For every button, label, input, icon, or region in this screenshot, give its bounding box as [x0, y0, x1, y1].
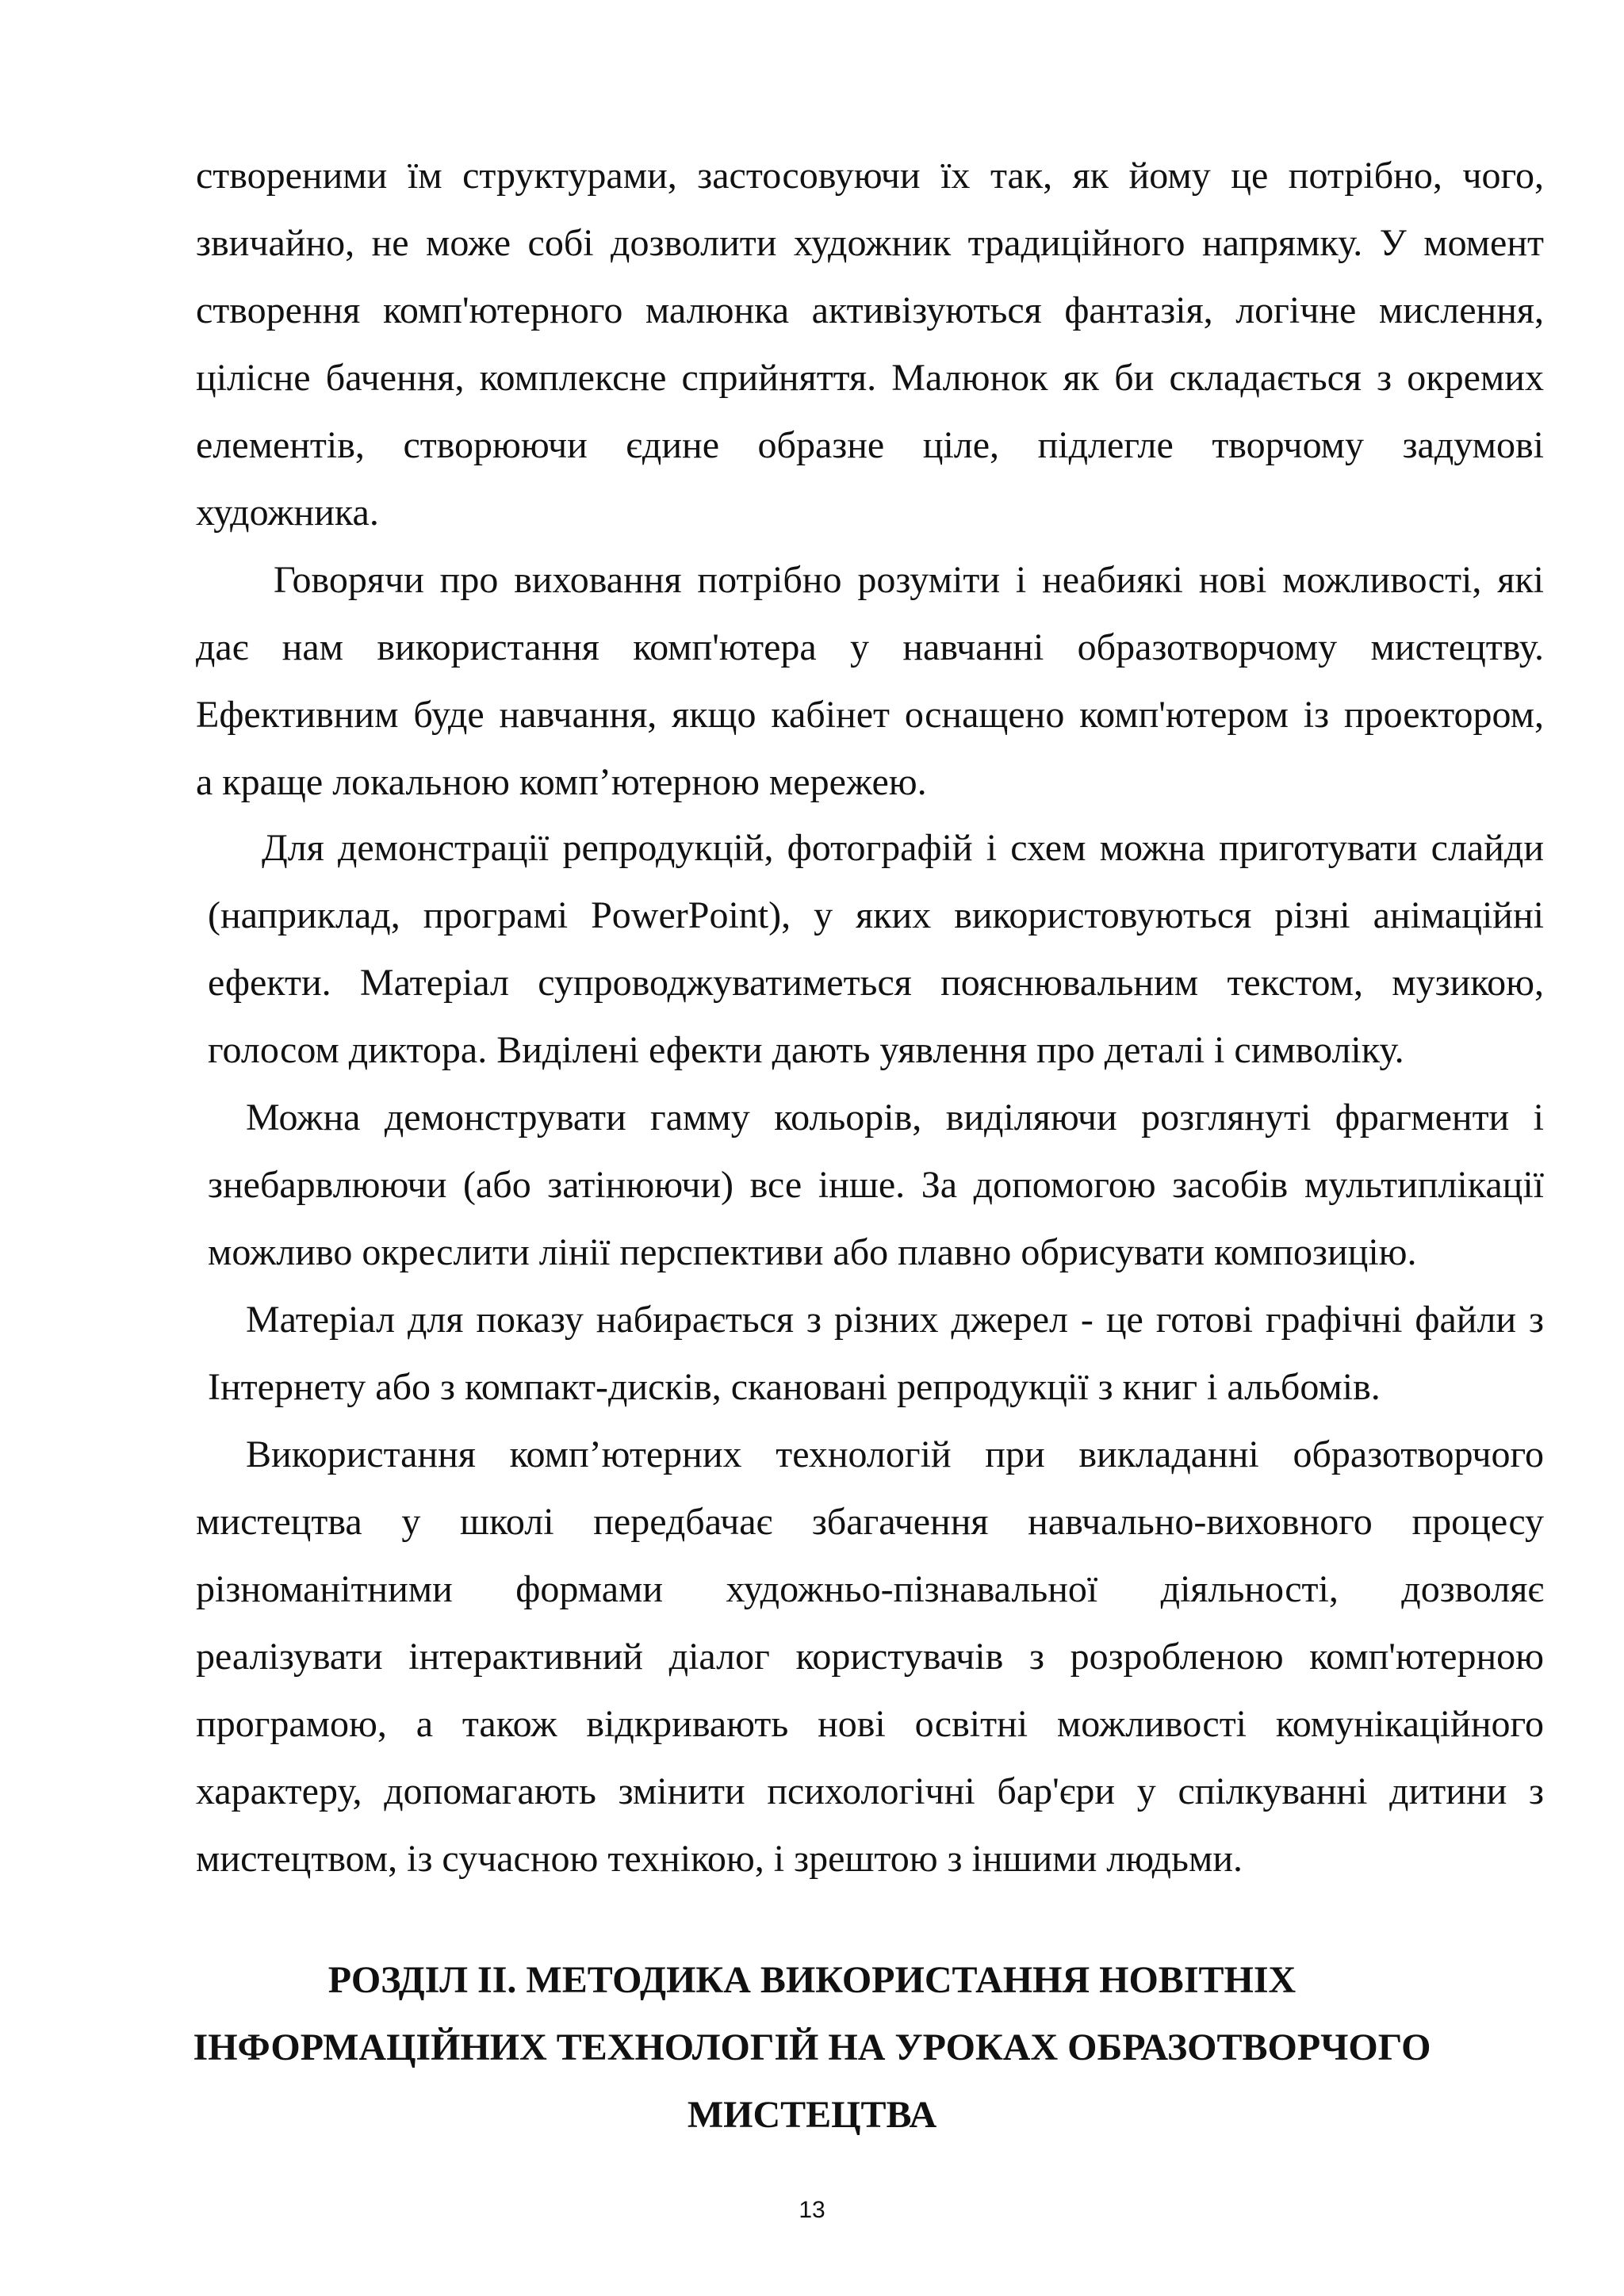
- paragraph-2-line-4: а краще локальною комп’ютерною мережею.: [196, 761, 927, 803]
- paragraph-6-line-7: мистецтвом, із сучасною технікою, і зрештою з іншими людьми.: [196, 1838, 1243, 1880]
- paragraph-5-line-1: Матеріал для показу набирається з різних джерел - це готові графічні файли з: [246, 1299, 1544, 1341]
- paragraph-3-line-2: (наприклад, програмі PowerPoint), у яких використовуються різні анімаційні: [208, 894, 1544, 936]
- paragraph-6-line-5: програмою, а також відкривають нові освітні можливості комунікаційного: [196, 1703, 1544, 1745]
- paragraph-2-line-1: Говорячи про виховання потрібно розуміти і неабиякі нові можливості, які: [274, 559, 1544, 601]
- paragraph-1-line-4: цілісне бачення, комплексне сприйняття. Малюнок як би складається з окремих: [196, 357, 1544, 399]
- paragraph-2-line-2: дає нам використання комп'ютера у навчанні образотворчому мистецтву.: [196, 626, 1544, 668]
- page-number: 13: [799, 2197, 825, 2223]
- section-heading-line-2: ІНФОРМАЦІЙНИХ ТЕХНОЛОГІЙ НА УРОКАХ ОБРАЗОТВОРЧОГО: [193, 2026, 1431, 2068]
- paragraph-4-line-2: знебарвлюючи (або затінюючи) все інше. За допомогою засобів мультиплікації: [208, 1164, 1544, 1206]
- paragraph-1-line-2: звичайно, не може собі дозволити художник традиційного напрямку. У момент: [196, 222, 1544, 264]
- paragraph-6-line-3: різноманітними формами художньо-пізнавальної діяльності, дозволяє: [196, 1568, 1544, 1610]
- paragraph-6-line-2: мистецтва у школі передбачає збагачення навчально-виховного процесу: [196, 1501, 1544, 1543]
- paragraph-2-line-3: Ефективним буде навчання, якщо кабінет оснащено комп'ютером із проектором,: [196, 694, 1544, 736]
- paragraph-1-line-3: створення комп'ютерного малюнка активізуються фантазія, логічне мислення,: [196, 289, 1544, 331]
- paragraph-1-line-6: художника.: [196, 492, 379, 534]
- section-heading-line-3: МИСТЕЦТВА: [687, 2094, 937, 2136]
- paragraph-3-line-3: ефекти. Матеріал супроводжуватиметься пояснювальним текстом, музикою,: [208, 962, 1544, 1004]
- paragraph-6-line-4: реалізувати інтерактивний діалог користувачів з розробленою комп'ютерною: [196, 1636, 1544, 1678]
- paragraph-1-line-1: створеними їм структурами, застосовуючи їх так, як йому це потрібно, чого,: [196, 155, 1544, 197]
- paragraph-4-line-1: Можна демонструвати гамму кольорів, виділяючи розглянуті фрагменти і: [246, 1096, 1544, 1138]
- paragraph-6-line-6: характеру, допомагають змінити психологічні бар'єри у спілкуванні дитини з: [196, 1770, 1544, 1812]
- paragraph-4-line-3: можливо окреслити лінії перспективи або плавно обрисувати композицію.: [208, 1231, 1417, 1273]
- paragraph-3-line-4: голосом диктора. Виділені ефекти дають уявлення про деталі і символіку.: [208, 1029, 1404, 1071]
- paragraph-3-line-1: Для демонстрації репродукцій, фотографій і схем можна приготувати слайди: [262, 827, 1544, 869]
- paragraph-6-line-1: Використання комп’ютерних технологій при викладанні образотворчого: [246, 1433, 1544, 1475]
- paragraph-1-line-5: елементів, створюючи єдине образне ціле, підлегле творчому задумові: [196, 424, 1544, 466]
- paragraph-5-line-2: Інтернету або з компакт-дисків, скановані репродукції з книг і альбомів.: [208, 1366, 1381, 1408]
- section-heading-line-1: РОЗДІЛ ІІ. МЕТОДИКА ВИКОРИСТАННЯ НОВІТНІХ: [327, 1959, 1297, 2001]
